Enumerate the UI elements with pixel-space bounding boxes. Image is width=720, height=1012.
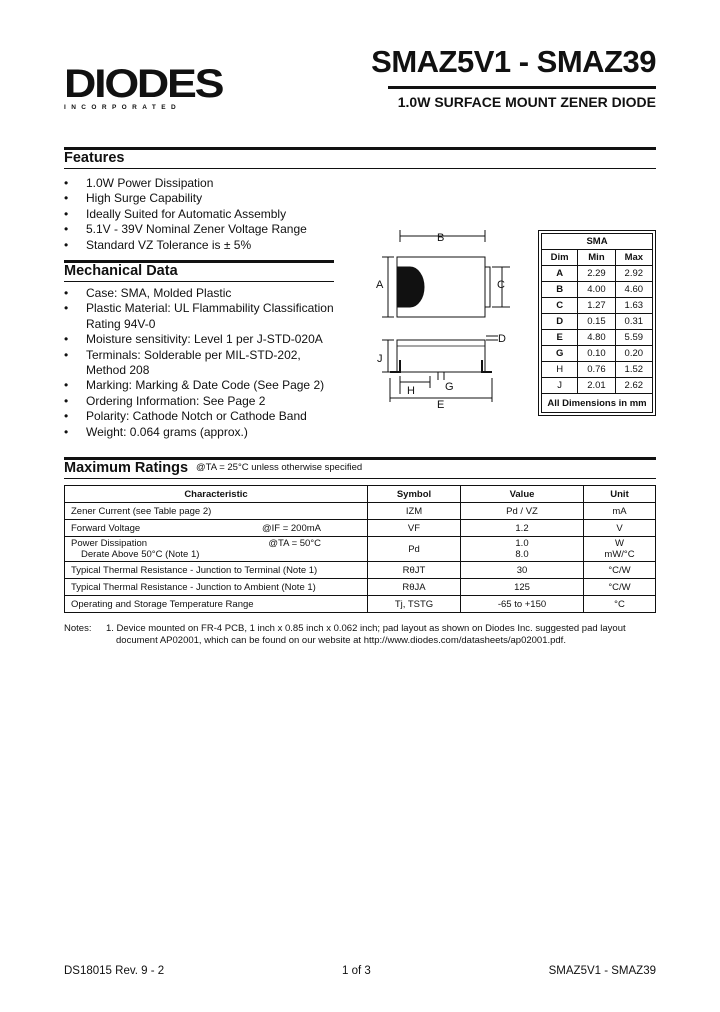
features-heading: Features xyxy=(64,150,125,166)
ratings-value: 1.0 xyxy=(515,538,529,549)
ratings-heading: Maximum Ratings xyxy=(64,460,189,476)
dim-cell: 0.20 xyxy=(615,346,652,362)
dim-cell: 1.27 xyxy=(578,298,615,314)
table-row xyxy=(542,298,653,314)
table-row xyxy=(542,314,653,330)
dim-label-j: J xyxy=(377,353,383,365)
page-number: 1 of 3 xyxy=(342,965,371,977)
dim-label-c: C xyxy=(497,279,505,291)
ratings-unit: °C/W xyxy=(584,579,656,596)
dim-cell: 2.92 xyxy=(615,266,652,282)
ratings-char-cell xyxy=(65,537,368,562)
mechanical-bottom-rule xyxy=(64,281,334,282)
mechanical-item: • Moisture sensitivity: Level 1 per J-STD-020A xyxy=(64,332,344,347)
dim-cell: 0.15 xyxy=(578,314,615,330)
dim-label-g: G xyxy=(445,381,454,393)
dim-cell: 0.76 xyxy=(578,362,615,378)
ratings-unit: W xyxy=(615,538,624,549)
ratings-symbol: VF xyxy=(368,520,461,537)
dim-cell: J xyxy=(542,378,578,394)
ratings-char-cell xyxy=(65,520,368,537)
mechanical-heading: Mechanical Data xyxy=(64,263,178,279)
feature-item: • Standard VZ Tolerance is ± 5% xyxy=(64,238,364,253)
table-row xyxy=(65,596,656,613)
ratings-unit-cell xyxy=(584,537,656,562)
dim-cell: A xyxy=(542,266,578,282)
table-row xyxy=(542,266,653,282)
ratings-value: 30 xyxy=(461,562,584,579)
dim-label-d: D xyxy=(498,333,506,345)
ratings-char: Typical Thermal Resistance - Junction to Ambient (Note 1) xyxy=(65,579,368,596)
dim-cell: 1.63 xyxy=(615,298,652,314)
notes-label: Notes: xyxy=(64,623,92,634)
dim-cell: 4.60 xyxy=(615,282,652,298)
dim-label-h: H xyxy=(407,385,415,397)
ratings-value-cell xyxy=(461,537,584,562)
ratings-bottom-rule xyxy=(64,478,656,479)
dim-cell: C xyxy=(542,298,578,314)
dim-cell: 2.62 xyxy=(615,378,652,394)
ratings-unit-derate: mW/°C xyxy=(604,549,635,560)
dimension-table-frame xyxy=(538,230,656,416)
table-row xyxy=(65,562,656,579)
dim-label-b: B xyxy=(437,232,445,244)
ratings-unit: V xyxy=(584,520,656,537)
ratings-char: Zener Current (see Table page 2) xyxy=(65,503,368,520)
ratings-cond: @TA = 50°C xyxy=(268,538,321,549)
ratings-col-header: Characteristic xyxy=(65,486,368,503)
part-title: SMAZ5V1 - SMAZ39 xyxy=(371,44,656,79)
mechanical-item: • Terminals: Solderable per MIL-STD-202, Method 208 xyxy=(64,348,344,379)
ratings-col-header: Value xyxy=(461,486,584,503)
ratings-char: Operating and Storage Temperature Range xyxy=(65,596,368,613)
dim-cell: 4.00 xyxy=(578,282,615,298)
features-bottom-rule xyxy=(64,168,656,169)
ratings-value: 125 xyxy=(461,579,584,596)
mechanical-list xyxy=(64,286,344,440)
table-row xyxy=(542,346,653,362)
mechanical-item: • Polarity: Cathode Notch or Cathode Band xyxy=(64,409,344,424)
ratings-value: -65 to +150 xyxy=(461,596,584,613)
package-outline-diagram xyxy=(360,222,520,412)
ratings-symbol: RθJT xyxy=(368,562,461,579)
ratings-table-frame xyxy=(64,485,656,613)
dim-col-header: Dim xyxy=(542,250,578,266)
mechanical-item: • Case: SMA, Molded Plastic xyxy=(64,286,344,301)
ratings-condition: @TA = 25°C unless otherwise specified xyxy=(196,462,363,473)
ratings-symbol: Pd xyxy=(368,537,461,562)
ratings-char-derate: Derate Above 50°C (Note 1) xyxy=(81,549,200,560)
table-row xyxy=(542,330,653,346)
logo-wordmark: DIODES xyxy=(64,62,223,106)
dim-cell: H xyxy=(542,362,578,378)
logo-subtext: INCORPORATED xyxy=(64,104,182,111)
features-list xyxy=(64,176,364,253)
dim-cell: G xyxy=(542,346,578,362)
table-row xyxy=(65,579,656,596)
dim-table-package: SMA xyxy=(542,234,653,250)
mechanical-item: • Weight: 0.064 grams (approx.) xyxy=(64,425,344,440)
ratings-symbol: RθJA xyxy=(368,579,461,596)
dim-label-a: A xyxy=(376,279,384,291)
doc-number: DS18015 Rev. 9 - 2 xyxy=(64,965,165,977)
ratings-symbol: Tj, TSTG xyxy=(368,596,461,613)
ratings-unit: °C xyxy=(584,596,656,613)
ratings-char: Power Dissipation xyxy=(71,538,148,549)
table-row xyxy=(65,520,656,537)
dim-cell: 0.10 xyxy=(578,346,615,362)
title-rule xyxy=(388,86,656,89)
note-1-line: document AP02001, which can be found on our website at http://www.diodes.com/datasheets/ap02001.pdf. xyxy=(116,635,566,646)
ratings-cond: @IF = 200mA xyxy=(261,522,321,534)
ratings-symbol: IZM xyxy=(368,503,461,520)
footer-part-name: SMAZ5V1 - SMAZ39 xyxy=(548,965,656,977)
table-row xyxy=(65,503,656,520)
diodes-logo xyxy=(64,64,230,111)
dim-cell: E xyxy=(542,330,578,346)
mechanical-item: • Marking: Marking & Date Code (See Page 2) xyxy=(64,378,344,393)
ratings-value: 1.2 xyxy=(461,520,584,537)
ratings-char: Typical Thermal Resistance - Junction to Terminal (Note 1) xyxy=(65,562,368,579)
feature-item: • Ideally Suited for Automatic Assembly xyxy=(64,207,364,222)
ratings-col-header: Unit xyxy=(584,486,656,503)
table-row xyxy=(542,378,653,394)
ratings-char: Forward Voltage xyxy=(71,522,141,534)
ratings-col-header: Symbol xyxy=(368,486,461,503)
part-subtitle: 1.0W SURFACE MOUNT ZENER DIODE xyxy=(397,94,656,110)
notes-text xyxy=(106,623,666,647)
ratings-unit: °C/W xyxy=(584,562,656,579)
dimension-table xyxy=(541,233,653,413)
dim-cell: 0.31 xyxy=(615,314,652,330)
feature-item: • High Surge Capability xyxy=(64,191,364,206)
dim-table-footer: All Dimensions in mm xyxy=(542,394,653,413)
dim-label-e: E xyxy=(437,399,445,411)
dim-cell: B xyxy=(542,282,578,298)
dim-cell: 5.59 xyxy=(615,330,652,346)
dim-cell: 2.29 xyxy=(578,266,615,282)
feature-item: • 5.1V - 39V Nominal Zener Voltage Range xyxy=(64,222,364,237)
dim-col-header: Max xyxy=(615,250,652,266)
feature-item: • 1.0W Power Dissipation xyxy=(64,176,364,191)
dim-col-header: Min xyxy=(578,250,615,266)
ratings-table xyxy=(64,485,656,613)
table-row xyxy=(65,537,656,562)
ratings-unit: mA xyxy=(584,503,656,520)
dim-cell: 4.80 xyxy=(578,330,615,346)
mechanical-item: • Ordering Information: See Page 2 xyxy=(64,394,344,409)
table-row xyxy=(542,362,653,378)
dim-cell: 1.52 xyxy=(615,362,652,378)
dim-cell: 2.01 xyxy=(578,378,615,394)
mechanical-item: • Plastic Material: UL Flammability Classification Rating 94V-0 xyxy=(64,301,344,332)
ratings-value: Pd / VZ xyxy=(461,503,584,520)
features-top-rule xyxy=(64,147,656,150)
table-row xyxy=(542,282,653,298)
note-1-line: 1. Device mounted on FR-4 PCB, 1 inch x 0.85 inch x 0.062 inch; pad layout as shown on Diodes Inc. suggested pad layout xyxy=(106,623,626,634)
dim-cell: D xyxy=(542,314,578,330)
ratings-value-derate: 8.0 xyxy=(515,549,529,560)
